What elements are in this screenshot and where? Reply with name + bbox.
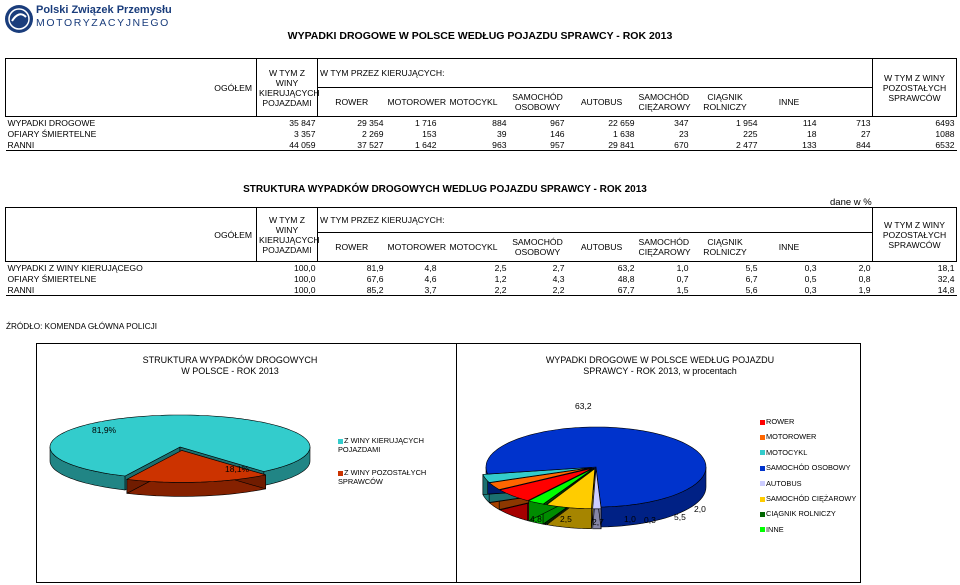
table-cell: 67,6 [366, 273, 384, 284]
table-cell: 3,7 [424, 284, 437, 295]
col-autobus: AUTOBUS [580, 97, 623, 107]
pie1-legend [338, 436, 438, 500]
table-cell: 63,2 [617, 262, 635, 273]
pie2-legend-item [760, 448, 855, 457]
table-cell: 6532 [935, 139, 955, 150]
row-label: RANNI [7, 139, 35, 150]
pie-chart-vehicle [468, 395, 724, 545]
pie2-legend-label: MOTOCYKL [766, 447, 808, 457]
col-samochod-osobowy: SAMOCHÓD OSOBOWY [512, 92, 563, 112]
structure-title: STRUKTURA WYPADKÓW DROGOWYCH WEDLUG POJAZDU SPRAWCY - ROK 2013 [243, 184, 647, 195]
table-cell: 100,0 [293, 273, 316, 284]
pie2-legend-swatch [760, 497, 765, 502]
table-cell: 1,5 [676, 284, 689, 295]
table-cell: 32,4 [937, 273, 955, 284]
table-cell: 1,9 [858, 284, 871, 295]
pie2-legend-swatch [760, 435, 765, 440]
pie2-legend-swatch [760, 420, 765, 425]
table-cell: 81,9 [366, 262, 384, 273]
table-cell: 4,3 [552, 273, 565, 284]
table-cell: 884 [492, 117, 507, 128]
pie2-title: WYPADKI DROGOWE W POLSCE WEDŁUG POJAZDU SPRAWCY - ROK 2013, w procentach [545, 355, 775, 376]
table-cell: 48,8 [617, 273, 635, 284]
table-cell: 1 716 [414, 117, 437, 128]
col-pozostalych: W TYM Z WINY POZOSTAŁYCH SPRAWCÓW [873, 59, 957, 117]
col-rower: ROWER [318, 88, 386, 117]
pie-chart-responsibility [40, 395, 340, 525]
pie2-legend-label: INNE [766, 524, 784, 534]
col-ogolem: OGÓŁEM [214, 82, 252, 93]
table-cell: 347 [674, 117, 689, 128]
col2-autobus: AUTOBUS [580, 242, 623, 252]
col2-samochod-osobowy: SAMOCHÓD OSOBOWY [512, 237, 563, 257]
table-cell: 5,6 [745, 284, 758, 295]
pie2-legend-label: ROWER [766, 417, 795, 426]
table-cell: 5,5 [745, 262, 758, 273]
pie2-data-label: 63,2 [575, 401, 592, 411]
pie2-legend-swatch [760, 450, 765, 455]
table-row [6, 117, 957, 129]
table-cell: 18 [806, 128, 817, 139]
pie2-data-label: 0,3 [644, 515, 656, 525]
table-cell: 133 [802, 139, 817, 150]
pie2-legend-item [760, 432, 855, 441]
col-przez: W TYM PRZEZ KIERUJĄCYCH: [318, 59, 509, 88]
table-cell: 2,2 [552, 284, 565, 295]
pie1-data-label: 81,9% [92, 425, 117, 435]
col2-przez: W TYM PRZEZ KIERUJĄCYCH: [318, 208, 509, 233]
structure-table [5, 207, 957, 296]
pie2-legend-label: CIĄGNIK ROLNICZY [766, 509, 836, 519]
table-cell: 14,8 [937, 284, 955, 295]
pie2-data-label: 2,0 [694, 504, 706, 514]
page-title: WYPADKI DROGOWE W POLSCE WEDŁUG POJAZDU SPRAWCY - ROK 2013 [287, 30, 673, 42]
col2-motorower: MOTOROWER [387, 242, 447, 252]
row-label: OFIARY ŚMIERTELNE [7, 128, 97, 139]
col-samochod-ciezarowy: SAMOCHÓD CIĘŻAROWY [638, 92, 691, 112]
charts-divider [456, 343, 457, 583]
table-cell: 1 638 [613, 128, 635, 139]
table-row [6, 284, 957, 296]
table-cell: 957 [550, 139, 565, 150]
table-cell: 1,0 [676, 262, 689, 273]
table-cell: 29 354 [357, 117, 384, 128]
pie2-legend-item [760, 525, 855, 534]
col2-ciagnik: CIĄGNIK ROLNICZY [703, 237, 747, 257]
pie2-data-label: 1,0 [624, 514, 636, 524]
table-cell: 2,5 [494, 262, 507, 273]
pie2-legend-label: SAMOCHÓD CIĘŻAROWY [766, 493, 857, 503]
col-inne: INNE [778, 97, 800, 107]
pie1-legend-item [338, 436, 438, 454]
table-cell: 35 847 [289, 117, 316, 128]
table-cell: 0,7 [676, 273, 689, 284]
table-cell: 29 841 [608, 139, 635, 150]
pie1-legend-item [338, 468, 438, 486]
table-cell: 44 059 [289, 139, 316, 150]
table-cell: 2,7 [552, 262, 565, 273]
pie2-legend-swatch [760, 527, 765, 532]
col2-motocykl: MOTOCYKL [449, 242, 498, 252]
col2-ogolem: OGÓŁEM [214, 229, 252, 240]
table-cell: 713 [856, 117, 871, 128]
table-row [6, 262, 957, 274]
table-cell: 39 [496, 128, 507, 139]
col2-inne: INNE [778, 242, 800, 252]
pie1-legend-swatch [338, 471, 343, 476]
pie2-legend-item [760, 479, 855, 488]
pie1-data-label: 18,1% [225, 464, 250, 474]
pie2-legend-item [760, 494, 855, 503]
table-cell: 967 [550, 117, 565, 128]
pie1-legend-label: Z WINY POZOSTAŁYCH SPRAWCÓW [338, 468, 427, 486]
logo-line2: MOTORYZACYJNEGO [36, 17, 170, 29]
table-cell: 1 642 [414, 139, 437, 150]
table-cell: 23 [678, 128, 689, 139]
table-cell: 3 357 [293, 128, 316, 139]
pie2-legend-item [760, 463, 855, 472]
table-cell: 0,3 [804, 284, 817, 295]
pie2-data-label: 2,7 [592, 517, 604, 527]
accidents-table [5, 58, 957, 151]
table-cell: 6493 [935, 117, 955, 128]
pie1-legend-label: Z WINY KIERUJĄCYCH POJAZDAMI [338, 436, 424, 454]
table-cell: 670 [674, 139, 689, 150]
col-motocykl: MOTOCYKL [449, 97, 498, 107]
pie2-legend-swatch [760, 466, 765, 471]
logo-line1: Polski Związek Przemysłu [36, 4, 172, 16]
table-cell: 146 [550, 128, 565, 139]
table-cell: 4,8 [424, 262, 437, 273]
table-row [6, 128, 957, 139]
table-row [6, 139, 957, 151]
col2-rower: ROWER [318, 233, 386, 262]
table-cell: 963 [492, 139, 507, 150]
col-motorower: MOTOROWER [387, 97, 447, 107]
table-cell: 100,0 [293, 284, 316, 295]
col-kierujacych: W TYM Z WINY KIERUJĄCYCH POJAZDAMI [257, 59, 318, 117]
table-cell: 1088 [935, 128, 955, 139]
table-cell: 0,8 [858, 273, 871, 284]
col2-samochod-ciezarowy: SAMOCHÓD CIĘŻAROWY [638, 237, 691, 257]
pie1-legend-swatch [338, 439, 343, 444]
col-ciagnik: CIĄGNIK ROLNICZY [703, 92, 747, 112]
table-cell: 67,7 [617, 284, 635, 295]
table-cell: 2,2 [494, 284, 507, 295]
pie2-data-label: 2,5 [560, 514, 572, 524]
row-label: WYPADKI Z WINY KIERUJĄCEGO [7, 262, 143, 273]
pie2-legend-swatch [760, 512, 765, 517]
table-cell: 114 [802, 117, 817, 128]
pie2-data-label: 5,5 [674, 512, 686, 522]
table-cell: 18,1 [937, 262, 955, 273]
pie2-legend-item [760, 509, 855, 518]
row-label: OFIARY ŚMIERTELNE [7, 273, 97, 284]
pie2-legend-swatch [760, 481, 765, 486]
pie2-legend-label: MOTOROWER [766, 432, 817, 442]
source-note: ŹRÓDŁO: KOMENDA GŁÓWNA POLICJI [6, 322, 158, 331]
table-cell: 225 [743, 128, 758, 139]
pie2-legend-label: SAMOCHÓD OSOBOWY [766, 463, 851, 473]
table-cell: 22 659 [608, 117, 635, 128]
row-label: RANNI [7, 284, 35, 295]
table-cell: 2 269 [361, 128, 384, 139]
table-row [6, 273, 957, 284]
table-cell: 27 [860, 128, 871, 139]
table-cell: 1,2 [494, 273, 507, 284]
table-cell: 37 527 [357, 139, 384, 150]
table-cell: 2 477 [736, 139, 758, 150]
row-label: WYPADKI DROGOWE [7, 117, 96, 128]
pie2-legend-item [760, 417, 855, 426]
table-cell: 1 954 [736, 117, 758, 128]
col2-pozostalych: W TYM Z WINY POZOSTAŁYCH SPRAWCÓW [873, 208, 957, 262]
table-cell: 100,0 [293, 262, 316, 273]
col2-kierujacych: W TYM Z WINY KIERUJĄCYCH POJAZDAMI [257, 208, 318, 262]
unit-label: dane w % [830, 197, 872, 208]
pie2-data-label: 4,8 [530, 514, 542, 524]
table-cell: 4,6 [424, 273, 437, 284]
table-cell: 0,5 [804, 273, 817, 284]
table-cell: 85,2 [366, 284, 384, 295]
table-cell: 844 [856, 139, 871, 150]
pie2-legend-label: AUTOBUS [766, 478, 802, 488]
table-cell: 0,3 [804, 262, 817, 273]
pie2-legend [760, 417, 855, 540]
table-cell: 153 [422, 128, 437, 139]
pie1-title: STRUKTURA WYPADKÓW DROGOWYCH W POLSCE - ROK 2013 [142, 355, 318, 376]
table-cell: 2,0 [858, 262, 871, 273]
table-cell: 6,7 [745, 273, 758, 284]
